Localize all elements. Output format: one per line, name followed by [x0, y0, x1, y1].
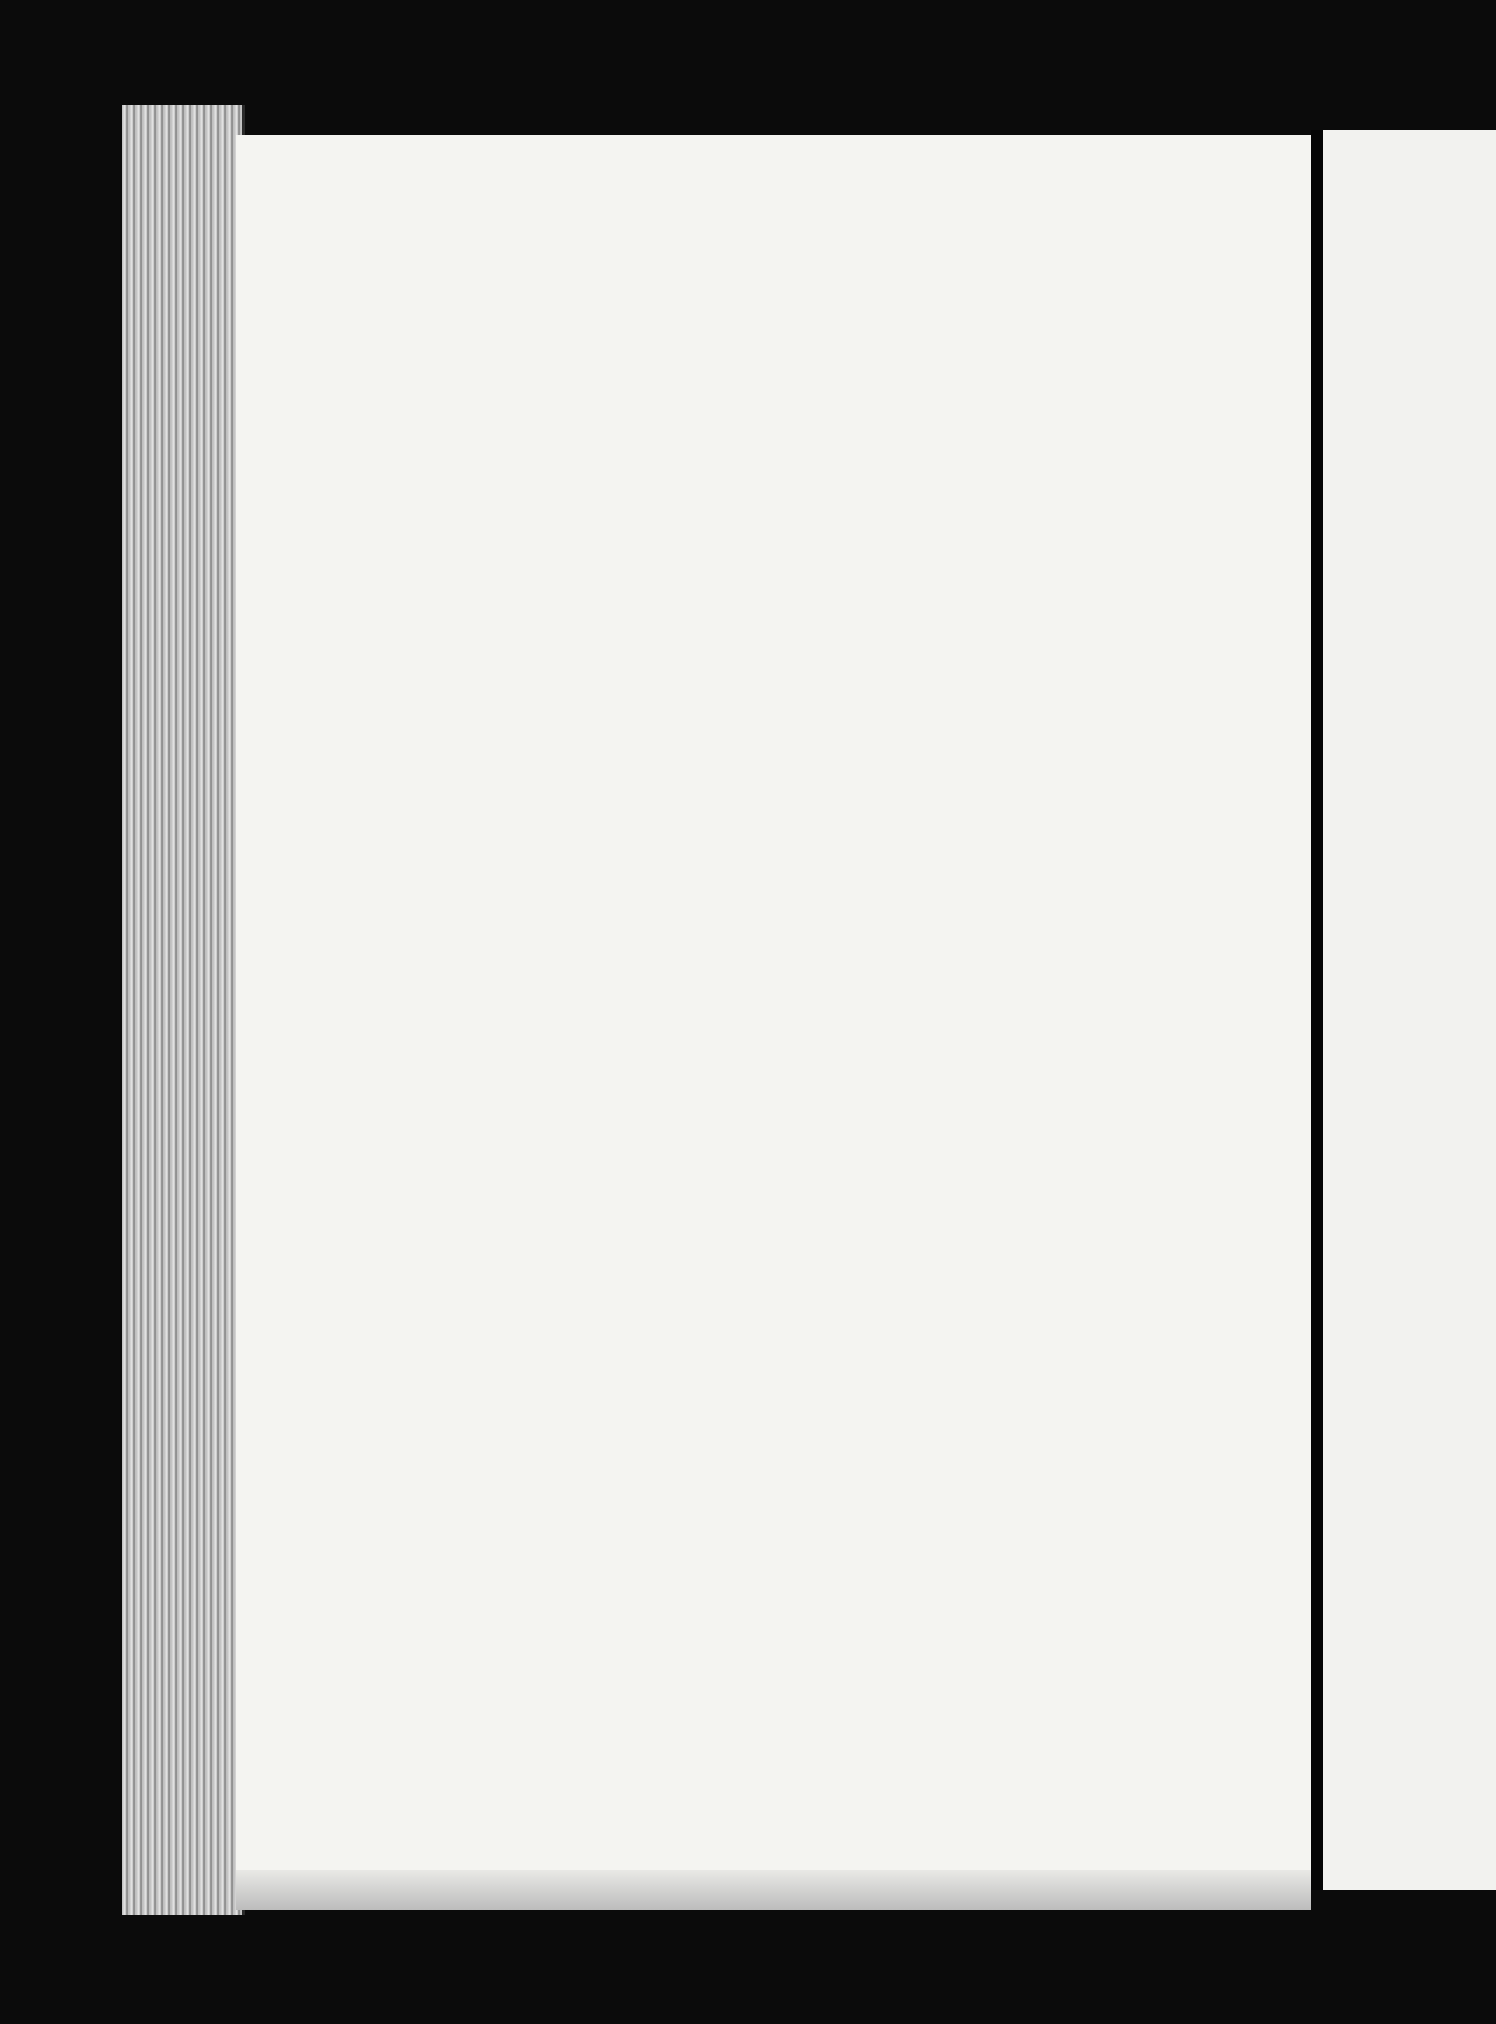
- book-page-right: [1323, 130, 1496, 1890]
- book-page-left: [236, 135, 1311, 1890]
- book-page-edges: [122, 105, 245, 1915]
- book-gutter: [1311, 130, 1323, 1890]
- page-bottom-shadow: [236, 1870, 1311, 1910]
